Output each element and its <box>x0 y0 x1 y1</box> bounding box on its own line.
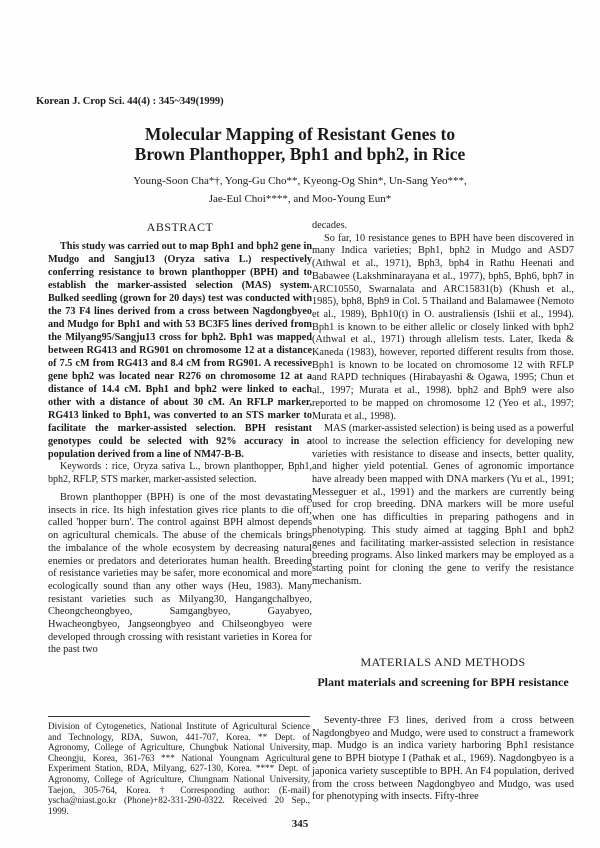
abstract-body <box>48 240 312 461</box>
intro-paragraph-2: So far, 10 resistance genes to BPH have been discovered in many Indica varieties; Bph1, bph2 in Mudgo and ASD7 (Athwal et al., 1971), Bph3, bph4 in Rathu Heenati and Babawee (Lakshminarayana et al., 1977), bph5, Bph6, bph7 in ARC10550, Swarnalata and ARC15831(b) (Khush et al., 1985), bph8, Bph9 in Col. 5 Thailand and Balamawee (Nemoto et al., 1989), Bph10(t) in O. australiensis (Ishii et al., 1994). Bph1 is known to be either allelic or closely linked with bph2 (Athwal et al., 1971) through allelism tests. Later, Ikeda & Kaneda (1983), however, reported different results from those. Bph1 is known to be located on chromosome 12 with RFLP and RAPD techniques (Hirabayashi & Ogawa, 1995; Chun et al., 1997; Murata et al., 1998). bph2 and Bph9 were also reported to be mapped on chromosome 12 (Yeo et al., 1997; Murata et al., 1998). <box>312 232 574 422</box>
intro-left-column <box>48 492 312 657</box>
paper-title <box>40 124 560 164</box>
page-number: 345 <box>291 818 309 830</box>
journal-citation: Korean J. Crop Sci. 44(4) : 345~349(1999) <box>36 96 224 107</box>
intro-right-column <box>312 220 574 588</box>
intro-paragraph-3: MAS (marker-assisted selection) is being used as a powerful tool to increase the selection efficiency for developing new varieties with resistance to disease and insects, better quality, and higher yield potential. Genes of agronomic importance have already been mapped with DNA markers (Yu et al., 1991; Messeguer et al., 1991) and the markers are currently being used for crop breeding. DNA markers will be more useful when one has difficulties in preparing pathogens and in phenotyping. This study aimed at tagging Bph1 and bph2 genes and facilitating marker-assisted selection in resistance breeding programs. Also linked markers may be employed as a starting point for cloning the gene to verify the resistance mechanism. <box>312 423 574 587</box>
author-list <box>60 172 540 208</box>
methods-heading: MATERIALS AND METHODS <box>360 655 526 669</box>
intro-paragraph-1: Brown planthopper (BPH) is one of the most devastating insects in rice. Its high infestation gives rice plants to die off, called 'hopper burn'. The control against BPH almost depends on agricultural chemicals. The abuse of the chemicals brings the imbalance of the whole ecosystem by decreasing natural enemies or predators and deteriorates human health. Breeding of resistance varieties may be safer, more economical and more ecologically sound than any other ways (Heu, 1983). Many resistant varieties such as Milyang30, Hangangchalbyeo, Cheongcheongbyeo, Samgangbyeo, Gayabyeo, Hwacheongbyeo, Jangseongbyeo and Chilseongbyeo were developed through crossing with resistant varieties in Korea for the past two <box>48 492 312 656</box>
methods-body <box>312 715 574 804</box>
title-line-2: Brown Planthopper, Bph1 and bph2, in Rice <box>134 144 466 164</box>
intro-continuation: decades. <box>312 220 348 231</box>
abstract-heading: ABSTRACT <box>146 220 214 234</box>
affiliation-footnote: Division of Cytogenetics, National Institute of Agricultural Science and Technology, RDA, Suwon, 441-707, Korea. ** Dept. of Agronomy, College of Agriculture, Chungbuk National University, Cheongju, Korea, 361-763 *** National Youngnam Agricultural Experiment Station, RDA, Milyang, 627-130, Korea. **** Dept. of Agronomy, College of Agriculture, Chungnam National University, Taejon, 305-764, Korea. † Corresponding author: (E-mail) yscha@niast.go.kr (Phone)+82-331-290-0322. Received 20 Sep., 1999. <box>48 716 310 816</box>
methods-paragraph: Seventy-three F3 lines, derived from a cross between Nagdongbyeo and Mudgo, were used to construct a framework map. Mudgo is an indica variety harboring Bph1 resistance gene to BPH biotype I (Pathak et al., 1969). Nagdongbyeo is a japonica variety susceptible to BPH. An F4 population, derived from the cross between Nagdongbyeo and Mudgo, was used for phenotyping with insects. Fifty-three <box>312 715 574 803</box>
keywords-text: Keywords : rice, Oryza sativa L., brown planthopper, Bph1, bph2, RFLP, STS marker, marker-assisted selection. <box>48 461 312 485</box>
abstract-text: This study was carried out to map Bph1 and bph2 gene in Mudgo and Sangju13 (Oryza sativa L.) respectively conferring resistance to brown planthopper (BPH) and to establish the marker-assisted selection (MAS) system. Bulked seedling (grown for 20 days) test was conducted with the 73 F4 lines derived from a cross between Nagdongbyeo and Mudgo for Bph1 and with 53 BC3F5 lines derived from the Milyang95/Sangju13 cross for bph2. Bph1 was mapped between RG413 and RG901 on chromosome 12 at a distance of 7.5 cM from RG413 and 8.4 cM from RG901. A recessive gene bph2 was located near R276 on chromosome 12 at a distance of 14.4 cM. Bph1 and bph2 were linked to each other with a distance of about 30 cM. An RFLP marker, RG413 linked to Bph1, was converted to an STS marker to facilitate the marker-assisted selection. BPH resistant genotypes could be selected with 92% accuracy in a population derived from a line of NM47-B-B. <box>48 241 312 460</box>
title-line-1: Molecular Mapping of Resistant Genes to <box>144 124 456 144</box>
methods-subheading: Plant materials and screening for BPH resistance <box>317 675 569 689</box>
authors-line-2: Jae-Eul Choi****, and Moo-Young Eun* <box>208 193 392 205</box>
keywords-block <box>48 460 312 486</box>
authors-line-1: Young-Soon Cha*†, Yong-Gu Cho**, Kyeong-Og Shin*, Un-Sang Yeo***, <box>133 175 467 187</box>
